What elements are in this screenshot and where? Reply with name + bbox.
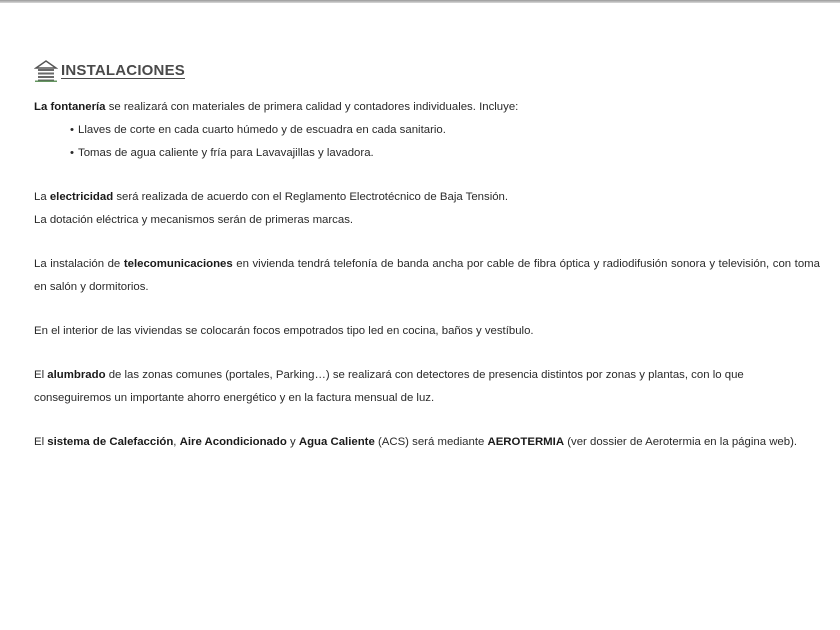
alumbrado-paragraph (34, 364, 820, 410)
agua-keyword: Agua Caliente (298, 436, 375, 448)
electricidad-paragraph (34, 186, 820, 209)
electricidad-text: será realizada de acuerdo con el Reglamento Electrotécnico de Baja Tensión. (113, 191, 509, 203)
separator: , (173, 436, 180, 448)
calefaccion-paragraph (34, 431, 820, 454)
fontaneria-list (34, 119, 820, 165)
calefaccion-keyword: sistema de Calefacción (47, 436, 174, 448)
section-heading (34, 56, 820, 82)
top-rule (0, 0, 840, 3)
telecom-paragraph (34, 253, 820, 299)
list-item: • Tomas de agua caliente y fría para Lavavajillas y lavadora. (70, 142, 820, 165)
fontaneria-keyword: La fontanería (34, 101, 106, 113)
electricidad-keyword: electricidad (49, 191, 114, 203)
dotacion-line: La dotación eléctrica y mecanismos serán de primeras marcas. (34, 214, 354, 226)
fontaneria-text: se realizará con materiales de primera calidad y contadores individuales. Incluye: (105, 101, 519, 113)
document-page (34, 56, 820, 454)
calefaccion-mid: (ACS) será mediante (374, 436, 488, 448)
telecom-text: en vivienda tendrá telefonía de banda ancha por cable de fibra óptica y radiodifusión sonora y televisión, con toma en salón y dormitorios. (34, 258, 820, 293)
calefaccion-text: (ver dossier de Aerotermia en la página web). (564, 436, 798, 448)
aire-keyword: Aire Acondicionado (179, 436, 287, 448)
telecom-pre: La instalación de (34, 258, 124, 270)
aerotermia-keyword: AEROTERMIA (487, 436, 565, 448)
list-item: • Llaves de corte en cada cuarto húmedo y de escuadra en cada sanitario. (70, 119, 820, 142)
electricidad-pre: La (34, 191, 50, 203)
section-title: INSTALACIONES (61, 62, 185, 79)
calefaccion-pre: El (34, 436, 48, 448)
separator: y (286, 436, 299, 448)
alumbrado-pre: El (34, 369, 48, 381)
telecom-keyword: telecomunicaciones (123, 258, 233, 270)
building-icon (34, 58, 58, 82)
alumbrado-text: de las zonas comunes (portales, Parking…) se realizará con detectores de presencia distintos por zonas y plantas, con lo que conseguiremos un importante ahorro energético y en la factura mensual de luz. (34, 369, 744, 404)
focos-paragraph: En el interior de las viviendas se colocarán focos empotrados tipo led en cocina, baños y vestíbulo. (34, 325, 534, 337)
alumbrado-keyword: alumbrado (47, 369, 106, 381)
fontaneria-paragraph (34, 96, 820, 119)
